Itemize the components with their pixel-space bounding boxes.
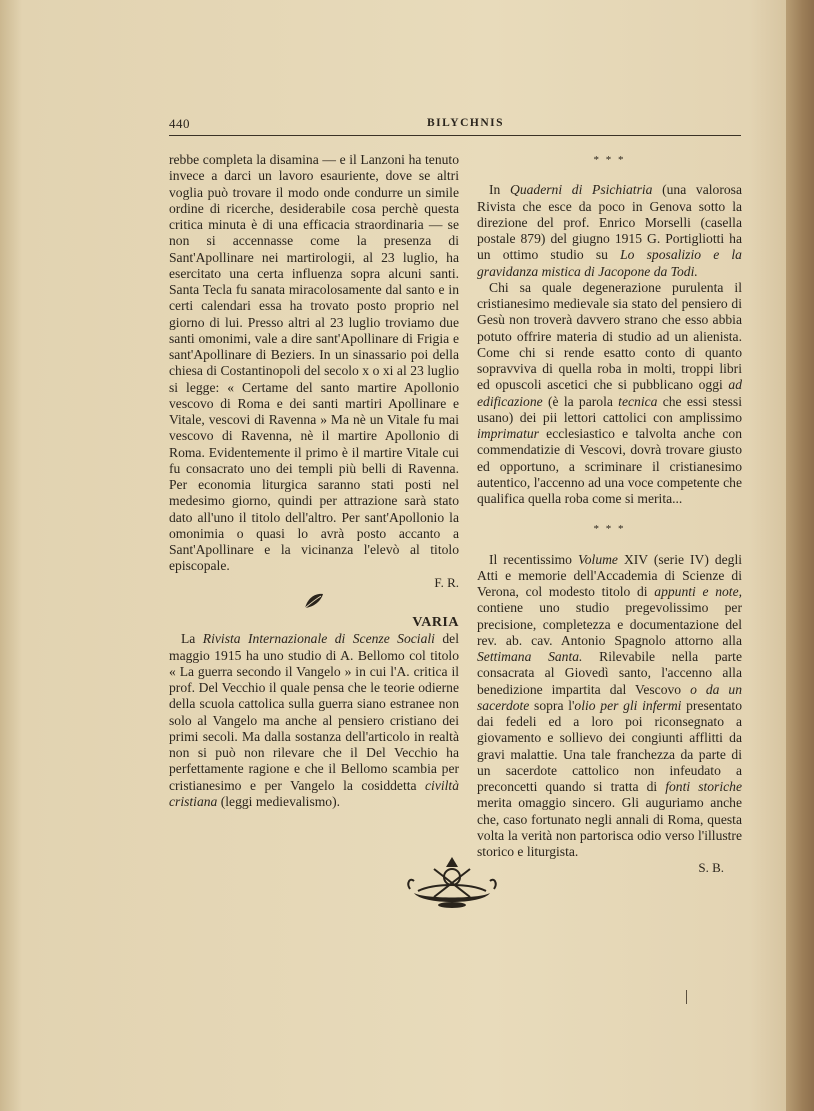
- header-rule: [169, 135, 741, 136]
- section-separator: * * *: [593, 523, 626, 536]
- running-title: BILYCHNIS: [427, 117, 504, 129]
- paragraph-quaderni: In Quaderni di Psichiatria (una valorosa Rivista che esce da poco in Genova sotto la direzione del prof. Enrico Morselli (casella postale 879) del giugno 1915 G. Portigliotti ha un ottimo studio su Lo sposalizio e la gravidanza mistica di Jacopone da Todi.: [477, 182, 742, 279]
- paragraph-accademia: Il recentissimo Volume XIV (serie IV) degli Atti e memorie dell'Accademia di Scienze di Verona, col modesto titolo di appunti e note, contiene uno studio pregevolissimo per precisione, completezza e documentazione del rev. ab. cav. Antonio Spagnolo attorno alla Settimana Santa. Rilevabile nella parte consacrata al Giovedì santo, l'accenno alla benedizione impartita dal Vescovo o da un sacerdote sopra l'olio per gli infermi presentato dai fedeli ed a loro poi riconsegnato a giovamento e sollievo dei congiunti afflitti da gravi malattie. Una tale franchezza da parte di un sacerdote cattolico non infeudato a preconcetti quando si tratta di fonti storiche merita omaggio sincero. Gli auguriamo anche che, caso fortunato negli annali di Roma, questa volta la verità non partorisca odio verso l'illustre storico e liturgista.: [477, 551, 743, 859]
- book-binding-edge: [786, 0, 814, 1111]
- running-header: [169, 116, 741, 134]
- signature-fr: F. R.: [434, 574, 459, 590]
- leaf-ornament-icon: [169, 591, 459, 615]
- oil-lamp-ornament-icon: [404, 853, 500, 911]
- journal-title: Rivista Internazionale di Scenze Sociali: [202, 631, 435, 647]
- margin-mark: [686, 990, 687, 1004]
- right-column: [477, 152, 742, 877]
- page-number: 440: [169, 116, 190, 131]
- civilta-cristiana: civiltà cristiana: [169, 777, 459, 809]
- paragraph-degenerazione: Chi sa quale degenerazione purulenta il cristianesimo medievale sia stato del pensiero di Gesù non troverà davvero strano che esso abbia potuto offrire materia di studio ad un alienista. Come chi si rende esatto conto di quanto sopravviva di quella roba in molti, troppi libri ed opuscoli ascetici che si pubblicano oggi ad edificazione (è la parola tecnica che essi stessi usano) dei pii lettori cattolici con amplissimo imprimatur ecclesiastico e talvolta anche con commendatizie di Vescovi, dovrà trovare giusto ed opportuno, a scriminare il cristianesimo autentico, l'accenno ad una voce competente che qualifica quella roba come si merita...: [477, 279, 742, 506]
- left-column: [169, 152, 459, 810]
- section-title-varia: VARIA: [412, 615, 459, 630]
- left-paragraph-continued: rebbe completa la disamina — e il Lanzoni ha tenuto invece a darci un lavoro esauriente, dove se altri voglia può trovare il modo onde condurre un simile ordine di ricerche, desiderabile cosa perchè questa critica minuta è di una efficacia straordinaria — se non si accennasse come la presenza di Sant'Apollinare nei martirologii, al 23 luglio, ha esercitato una certa influenza sopra alcuni santi. Santa Tecla fu sanata miracolosamente dal santo e in certi calendari essa ha trovato posto proprio nel giorno di lui. Presso altri al 23 luglio troviamo due santi omonimi, vale a dire sant'Apollinare di Frigia e sant'Apollinare di Beziers. In un sinassario poi della chiesa di Costantinopoli del secolo x o xi al 23 luglio si legge: « Certame del santo martire Apollonio vescovo di Roma e dei santi martiri Apollinare e Vitale, vescovi di Ravenna » Ma nè un Vitale fu mai vescovo di Ravenna, nè il martire Apollonio di Roma. Evidentemente il primo è il martire Vitale cui fu consacrato uno dei templi più belli di Ravenna. Per economia liturgica saranno stati posti nel medesimo giorno, quindi per attrazione sarà stato dato all'uno il titolo dell'altro. Per sant'Apollonio la omonimia o quasi lo avrà posto accanto a Sant'Apollinare e la vicinanza l'elevò al titolo episcopale.: [169, 152, 459, 574]
- varia-paragraph: La Rivista Internazionale di Scenze Sociali del maggio 1915 ha uno studio di A. Bellomo col titolo « La guerra secondo il Vangelo » in cui l'A. critica il prof. Del Vecchio il quale pensa che le teorie odierne della scuola cattolica sulla guerra siano estranee non solo al Vangelo ma anche al pensiero cristiano dei primi secoli. Ma dalla sostanza dell'articolo in realtà non si può non rilevare che il Del Vecchio ha perfettamente ragione e che il Bellomo scambia per cristianesimo e per Vangelo la cosiddetta civiltà cristiana (leggi medievalismo).: [169, 631, 459, 809]
- section-separator: * * *: [593, 154, 626, 166]
- signature-sb: S. B.: [698, 860, 724, 876]
